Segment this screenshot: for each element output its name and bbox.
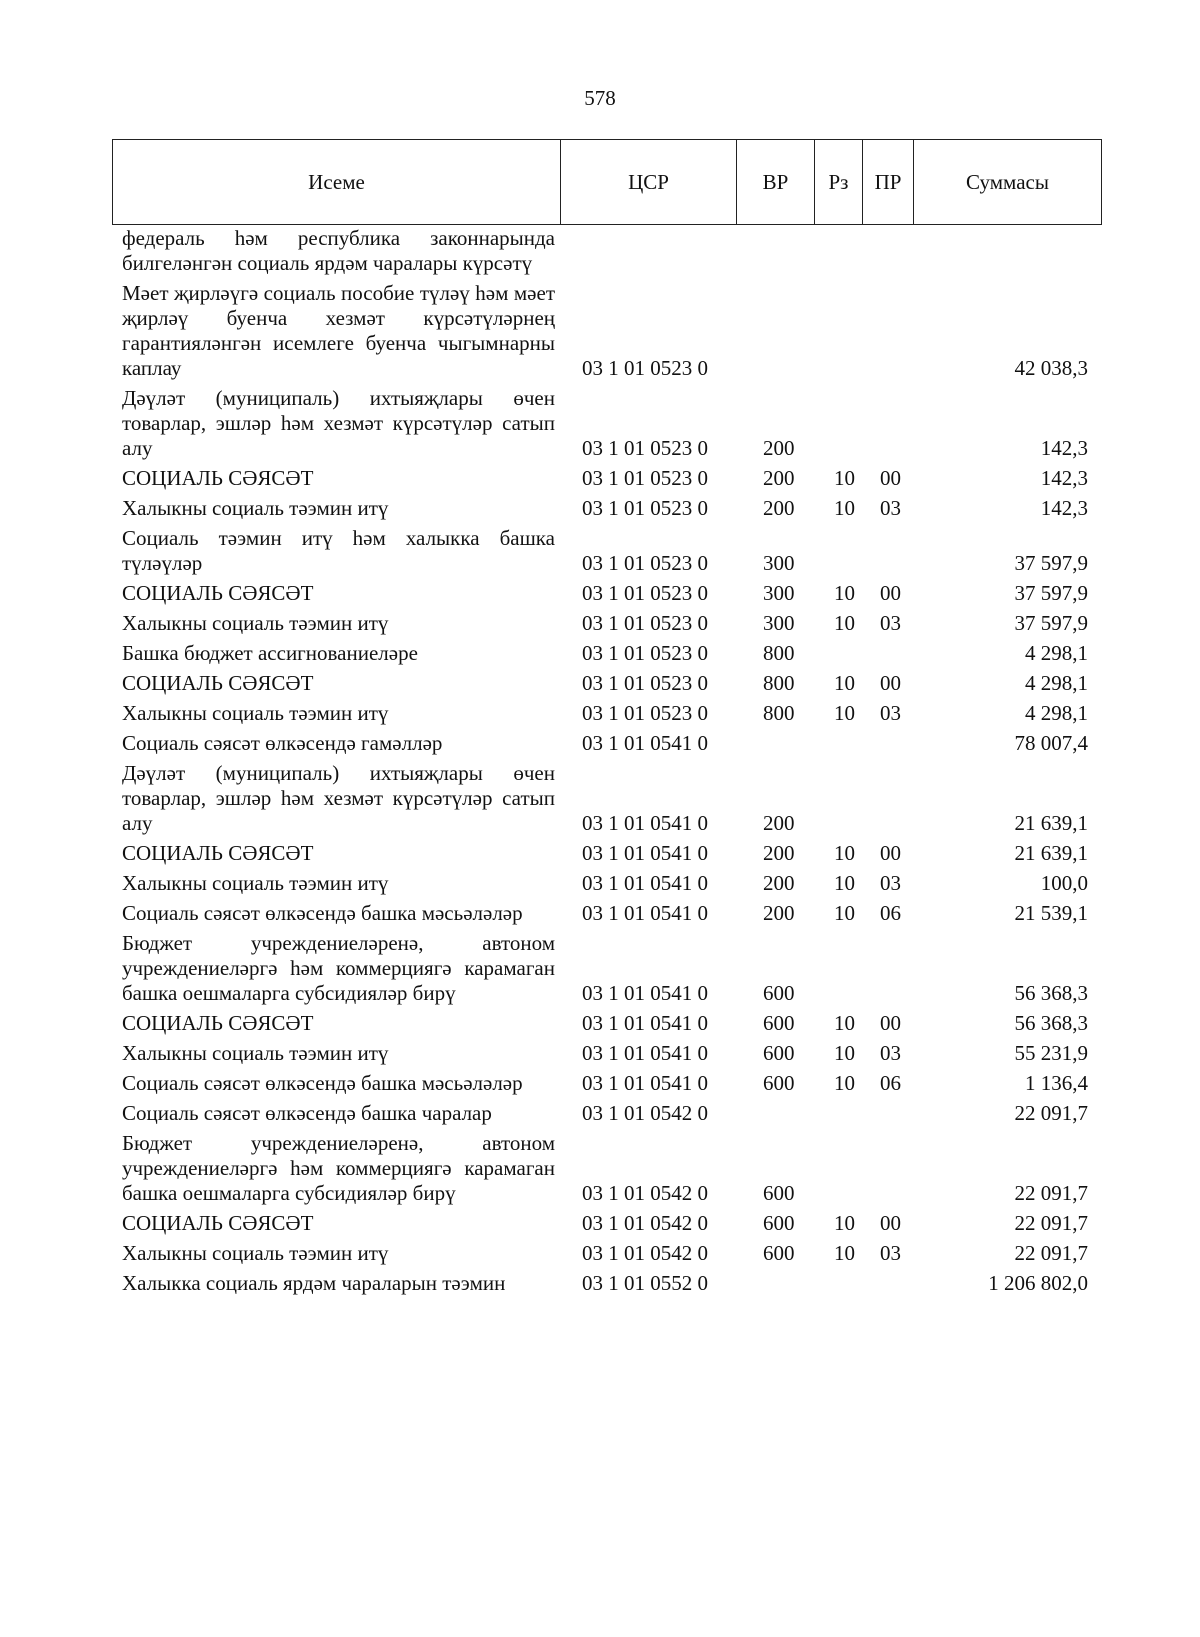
- row-vr: 800: [763, 701, 795, 725]
- row-rz: 10: [834, 466, 855, 490]
- row-sum: 22 091,7: [1014, 1101, 1088, 1125]
- table-row: [0, 671, 1200, 696]
- row-vr: 200: [763, 466, 795, 490]
- row-sum: 37 597,9: [1014, 551, 1088, 575]
- row-sum: 78 007,4: [1014, 731, 1088, 755]
- row-sum: 142,3: [1040, 466, 1088, 490]
- row-sum: 55 231,9: [1014, 1041, 1088, 1065]
- table-row: [0, 1131, 1200, 1206]
- row-name: Халыкны социаль тәэмин итү: [122, 1041, 389, 1065]
- row-rz: 10: [834, 901, 855, 925]
- row-csr: 03 1 01 0542 0: [582, 1211, 708, 1235]
- row-name: Социаль тәэмин итү һәм халыкка башка түләүләр: [122, 526, 555, 575]
- table-row: [0, 761, 1200, 836]
- row-name: СОЦИАЛЬ СӘЯСӘТ: [122, 1211, 314, 1235]
- row-sum: 4 298,1: [1025, 701, 1088, 725]
- table-row: [0, 641, 1200, 666]
- table-header: [112, 139, 1102, 225]
- row-csr: 03 1 01 0523 0: [582, 496, 708, 520]
- row-sum: 21 639,1: [1014, 841, 1088, 865]
- row-name: Бюджет учреждениеләренә, автоном учреждениеләргә һәм коммерциягә карамаган башка оешмаларга субсидияләр бирү: [122, 1131, 555, 1205]
- row-name: Социаль сәясәт өлкәсендә гамәлләр: [122, 731, 443, 755]
- table-row: [0, 1101, 1200, 1126]
- table-row: [0, 871, 1200, 896]
- row-name: Дәүләт (муниципаль) ихтыяҗлары өчен товарлар, эшләр һәм хезмәт күрсәтүләр сатып алу: [122, 761, 555, 835]
- row-name: Халыкны социаль тәэмин итү: [122, 611, 389, 635]
- row-csr: 03 1 01 0523 0: [582, 581, 708, 605]
- row-name: Башка бюджет ассигнованиеләре: [122, 641, 418, 665]
- row-csr: 03 1 01 0523 0: [582, 641, 708, 665]
- row-csr: 03 1 01 0542 0: [582, 1241, 708, 1265]
- row-sum: 1 206 802,0: [988, 1271, 1088, 1295]
- row-pr: 03: [880, 611, 901, 635]
- row-pr: 00: [880, 841, 901, 865]
- row-csr: 03 1 01 0542 0: [582, 1101, 708, 1125]
- table-row: [0, 281, 1200, 381]
- row-sum: 56 368,3: [1014, 1011, 1088, 1035]
- row-vr: 200: [763, 841, 795, 865]
- column-header-pr: ПР: [863, 140, 914, 225]
- row-pr: 06: [880, 1071, 901, 1095]
- row-rz: 10: [834, 1071, 855, 1095]
- row-vr: 300: [763, 551, 795, 575]
- table-row: [0, 841, 1200, 866]
- row-vr: 200: [763, 496, 795, 520]
- row-name: СОЦИАЛЬ СӘЯСӘТ: [122, 466, 314, 490]
- row-sum: 21 539,1: [1014, 901, 1088, 925]
- row-pr: 06: [880, 901, 901, 925]
- row-sum: 142,3: [1040, 436, 1088, 460]
- row-name: Халыкны социаль тәэмин итү: [122, 496, 389, 520]
- row-name: Мәет җирләүгә социаль пособие түләү һәм мәет җирләү буенча хезмәт күрсәтүләрнең гарантияләнгән исемлеге буенча чыгымнарны каплау: [122, 281, 555, 380]
- row-name: Бюджет учреждениеләренә, автоном учреждениеләргә һәм коммерциягә карамаган башка оешмаларга субсидияләр бирү: [122, 931, 555, 1005]
- row-sum: 42 038,3: [1014, 356, 1088, 380]
- row-vr: 600: [763, 1241, 795, 1265]
- row-sum: 56 368,3: [1014, 981, 1088, 1005]
- row-csr: 03 1 01 0541 0: [582, 901, 708, 925]
- row-csr: 03 1 01 0523 0: [582, 436, 708, 460]
- row-vr: 200: [763, 871, 795, 895]
- row-name: СОЦИАЛЬ СӘЯСӘТ: [122, 581, 314, 605]
- row-csr: 03 1 01 0523 0: [582, 701, 708, 725]
- row-csr: 03 1 01 0541 0: [582, 871, 708, 895]
- row-csr: 03 1 01 0523 0: [582, 551, 708, 575]
- column-header-sum: Суммасы: [914, 140, 1102, 225]
- row-name: Социаль сәясәт өлкәсендә башка чаралар: [122, 1101, 492, 1125]
- row-pr: 00: [880, 1011, 901, 1035]
- row-csr: 03 1 01 0541 0: [582, 731, 708, 755]
- row-sum: 4 298,1: [1025, 671, 1088, 695]
- row-csr: 03 1 01 0523 0: [582, 466, 708, 490]
- row-vr: 800: [763, 641, 795, 665]
- row-pr: 03: [880, 871, 901, 895]
- row-rz: 10: [834, 581, 855, 605]
- row-pr: 03: [880, 1041, 901, 1065]
- table-row: [0, 1011, 1200, 1036]
- table-row: [0, 701, 1200, 726]
- row-pr: 00: [880, 1211, 901, 1235]
- row-name: федераль һәм республика законнарында билгеләнгән социаль ярдәм чаралары күрсәтү: [122, 226, 555, 275]
- row-csr: 03 1 01 0523 0: [582, 671, 708, 695]
- row-pr: 03: [880, 701, 901, 725]
- row-csr: 03 1 01 0541 0: [582, 1011, 708, 1035]
- row-pr: 03: [880, 1241, 901, 1265]
- table-row: [0, 1211, 1200, 1236]
- column-header-rz: Рз: [815, 140, 863, 225]
- row-pr: 00: [880, 581, 901, 605]
- row-csr: 03 1 01 0542 0: [582, 1181, 708, 1205]
- row-vr: 300: [763, 611, 795, 635]
- row-vr: 600: [763, 981, 795, 1005]
- table-row: [0, 226, 1200, 276]
- row-csr: 03 1 01 0541 0: [582, 841, 708, 865]
- row-sum: 100,0: [1040, 871, 1088, 895]
- row-name: Халыкны социаль тәэмин итү: [122, 701, 389, 725]
- row-vr: 200: [763, 436, 795, 460]
- row-sum: 21 639,1: [1014, 811, 1088, 835]
- row-vr: 300: [763, 581, 795, 605]
- row-vr: 600: [763, 1071, 795, 1095]
- table-row: [0, 1271, 1200, 1296]
- budget-table-body: [0, 226, 1200, 1301]
- row-rz: 10: [834, 611, 855, 635]
- row-pr: 00: [880, 466, 901, 490]
- table-row: [0, 466, 1200, 491]
- row-name: СОЦИАЛЬ СӘЯСӘТ: [122, 671, 314, 695]
- row-name: Дәүләт (муниципаль) ихтыяҗлары өчен товарлар, эшләр һәм хезмәт күрсәтүләр сатып алу: [122, 386, 555, 460]
- row-sum: 37 597,9: [1014, 581, 1088, 605]
- row-name: СОЦИАЛЬ СӘЯСӘТ: [122, 1011, 314, 1035]
- row-vr: 200: [763, 811, 795, 835]
- row-vr: 600: [763, 1181, 795, 1205]
- table-row: [0, 386, 1200, 461]
- row-rz: 10: [834, 871, 855, 895]
- row-sum: 22 091,7: [1014, 1211, 1088, 1235]
- row-name: Халыкны социаль тәэмин итү: [122, 871, 389, 895]
- row-pr: 03: [880, 496, 901, 520]
- table-row: [0, 496, 1200, 521]
- row-vr: 600: [763, 1211, 795, 1235]
- row-vr: 600: [763, 1041, 795, 1065]
- row-csr: 03 1 01 0541 0: [582, 981, 708, 1005]
- row-sum: 142,3: [1040, 496, 1088, 520]
- row-rz: 10: [834, 1211, 855, 1235]
- column-header-name: Исеме: [113, 140, 561, 225]
- row-rz: 10: [834, 1011, 855, 1035]
- column-header-csr: ЦСР: [561, 140, 737, 225]
- row-rz: 10: [834, 841, 855, 865]
- row-name: Социаль сәясәт өлкәсендә башка мәсьәләләр: [122, 901, 523, 925]
- table-row: [0, 731, 1200, 756]
- row-name: Халыкка социаль ярдәм чараларын тәэмин: [122, 1271, 506, 1295]
- table-row: [0, 931, 1200, 1006]
- row-sum: 1 136,4: [1025, 1071, 1088, 1095]
- row-name: СОЦИАЛЬ СӘЯСӘТ: [122, 841, 314, 865]
- row-rz: 10: [834, 671, 855, 695]
- row-rz: 10: [834, 1041, 855, 1065]
- table-row: [0, 1041, 1200, 1066]
- table-row: [0, 1071, 1200, 1096]
- table-row: [0, 526, 1200, 576]
- row-csr: 03 1 01 0541 0: [582, 1041, 708, 1065]
- row-vr: 200: [763, 901, 795, 925]
- row-rz: 10: [834, 1241, 855, 1265]
- table-row: [0, 901, 1200, 926]
- row-name: Социаль сәясәт өлкәсендә башка мәсьәләләр: [122, 1071, 523, 1095]
- row-sum: 37 597,9: [1014, 611, 1088, 635]
- row-csr: 03 1 01 0552 0: [582, 1271, 708, 1295]
- row-sum: 22 091,7: [1014, 1241, 1088, 1265]
- page-number: 578: [584, 86, 616, 110]
- row-csr: 03 1 01 0541 0: [582, 1071, 708, 1095]
- row-rz: 10: [834, 701, 855, 725]
- table-row: [0, 1241, 1200, 1266]
- row-csr: 03 1 01 0541 0: [582, 811, 708, 835]
- row-csr: 03 1 01 0523 0: [582, 356, 708, 380]
- row-vr: 800: [763, 671, 795, 695]
- row-csr: 03 1 01 0523 0: [582, 611, 708, 635]
- row-name: Халыкны социаль тәэмин итү: [122, 1241, 389, 1265]
- row-sum: 22 091,7: [1014, 1181, 1088, 1205]
- table-row: [0, 611, 1200, 636]
- column-header-vr: ВР: [737, 140, 815, 225]
- row-rz: 10: [834, 496, 855, 520]
- row-sum: 4 298,1: [1025, 641, 1088, 665]
- table-row: [0, 581, 1200, 606]
- row-pr: 00: [880, 671, 901, 695]
- row-vr: 600: [763, 1011, 795, 1035]
